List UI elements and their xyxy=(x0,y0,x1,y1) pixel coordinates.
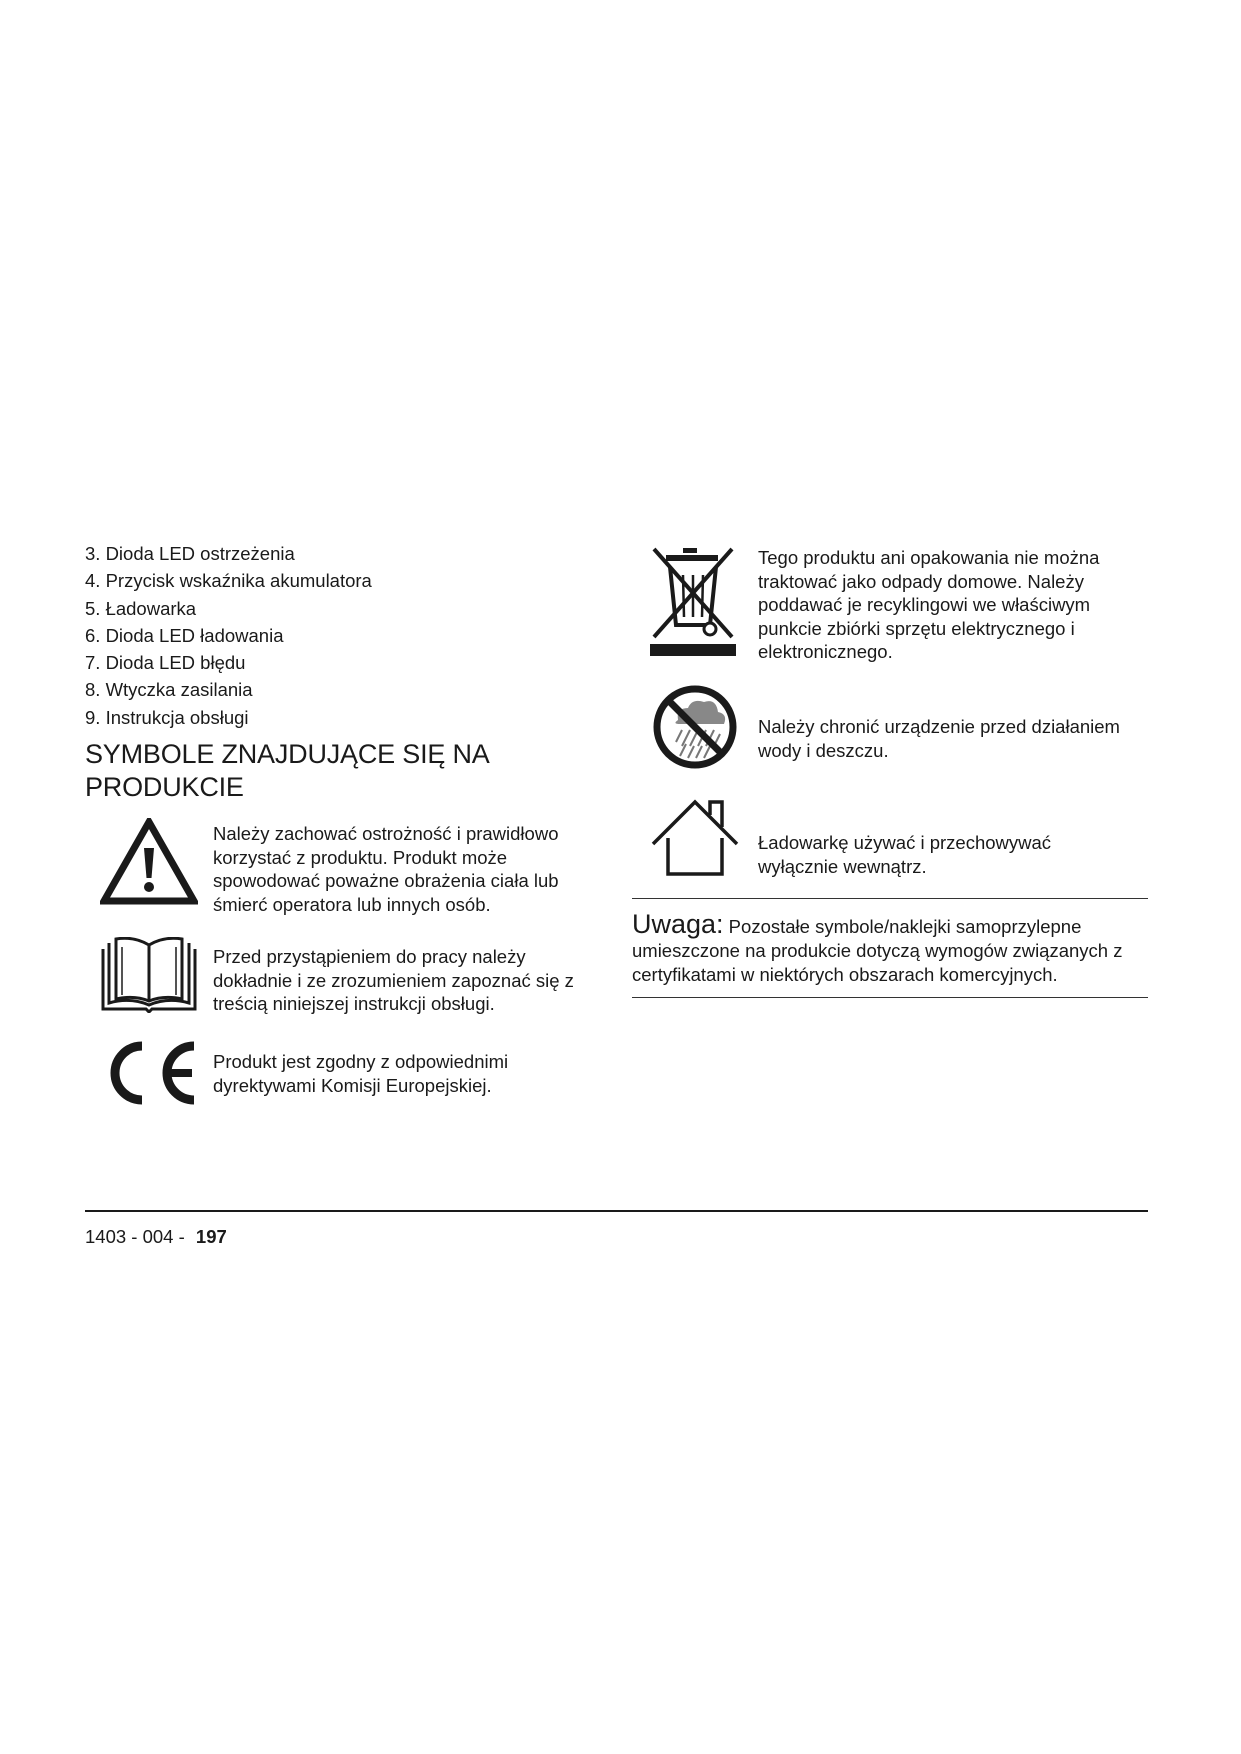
manual-description: Przed przystąpieniem do pracy należy dokładnie i ze zrozumieniem zapoznać się z treścią niniejszej instrukcji obsługi. xyxy=(213,946,574,1014)
ce-mark-icon xyxy=(100,1038,198,1108)
note-label: Uwaga: xyxy=(632,909,724,939)
section-heading-line2: PRODUKCIE xyxy=(85,772,244,802)
section-heading-line1: SYMBOLE ZNAJDUJĄCE SIĘ NA xyxy=(85,739,490,769)
note-line2: umieszczone na produkcie dotyczą wymogów związanych z xyxy=(632,940,1123,961)
note-top-divider xyxy=(632,898,1148,899)
list-item: 6. Dioda LED ładowania xyxy=(85,624,284,646)
footer-divider xyxy=(85,1210,1148,1212)
warning-description: Należy zachować ostrożność i prawidłowo korzystać z produktu. Produkt może spowodować poważne obrażenia ciała lub śmierć operatora lub innych osób. xyxy=(213,823,559,915)
indoor-house-icon xyxy=(650,798,740,878)
note-block xyxy=(632,909,1172,987)
list-item: 5. Ładowarka xyxy=(85,597,197,619)
note-line3: certyfikatami w niektórych obszarach komercyjnych. xyxy=(632,964,1058,985)
footer xyxy=(85,1226,227,1248)
recycling-description: Tego produktu ani opakowania nie można traktować jako odpady domowe. Należy poddawać je recyklingowi we właściwym punkcie zbiórki sprzętu elektrycznego i elektronicznego. xyxy=(758,547,1100,662)
footer-code: 1403 - 004 - xyxy=(85,1226,190,1247)
page-number: 197 xyxy=(195,1226,227,1247)
note-line1: Pozostałe symbole/naklejki samoprzylepne xyxy=(723,916,1082,937)
list-item: 3. Dioda LED ostrzeżenia xyxy=(85,543,295,564)
list-item: 7. Dioda LED błędu xyxy=(85,652,246,674)
note-bottom-divider xyxy=(632,997,1148,998)
manual-book-icon xyxy=(100,937,198,1013)
list-item: 9. Instrukcja obsługi xyxy=(85,706,249,728)
parts-list xyxy=(85,540,372,731)
rain-description: Należy chronić urządzenie przed działaniem wody i deszczu. xyxy=(758,716,1120,761)
warning-triangle-icon xyxy=(100,818,198,906)
crossed-bin-icon xyxy=(650,545,742,657)
no-rain-icon xyxy=(652,684,738,770)
list-item: 4. Przycisk wskaźnika akumulatora xyxy=(85,570,372,592)
ce-description: Produkt jest zgodny z odpowiednimi dyrektywami Komisji Europejskiej. xyxy=(213,1051,509,1096)
list-item: 8. Wtyczka zasilania xyxy=(85,679,253,701)
section-heading xyxy=(85,738,605,804)
indoor-description: Ładowarkę używać i przechowywać wyłącznie wewnątrz. xyxy=(758,832,1052,877)
